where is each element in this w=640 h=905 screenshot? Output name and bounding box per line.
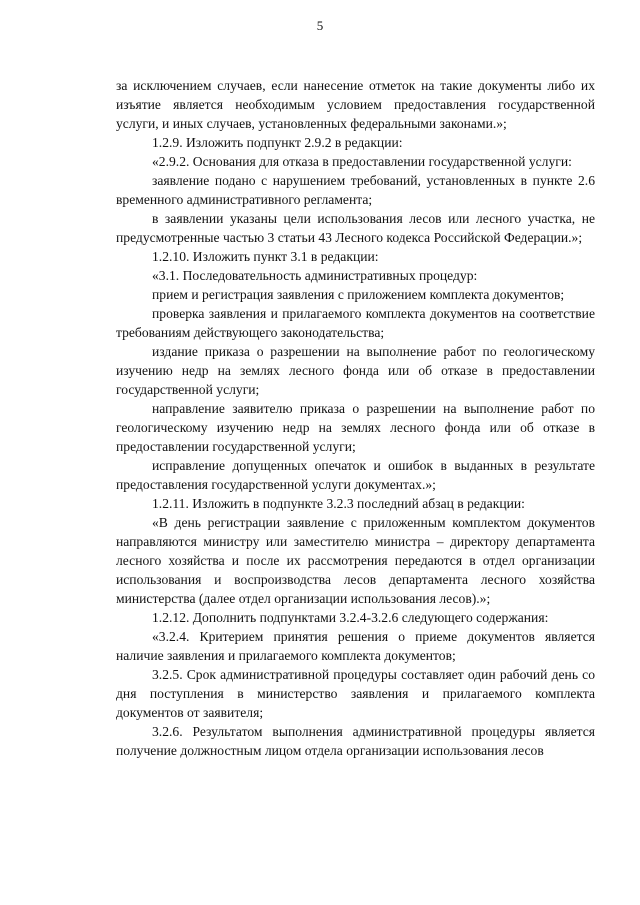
paragraph: «3.2.4. Критерием принятия решения о приеме документов является наличие заявления и прилагаемого комплекта документов; <box>116 629 595 663</box>
paragraph: исправление допущенных опечаток и ошибок в выданных в результате предоставления государственной услуги документах.»; <box>116 458 595 492</box>
paragraph: «2.9.2. Основания для отказа в предоставлении государственной услуги: <box>152 154 572 169</box>
paragraph: 1.2.9. Изложить подпункт 2.9.2 в редакции: <box>152 135 403 150</box>
document-body <box>116 76 595 760</box>
page-number: 5 <box>316 18 324 33</box>
paragraph: 3.2.5. Срок административной процедуры составляет один рабочий день со дня поступления в министерство заявления и прилагаемого комплекта документов от заявителя; <box>116 667 595 720</box>
paragraph: в заявлении указаны цели использования лесов или лесного участка, не предусмотренные частью 3 статьи 43 Лесного кодекса Российской Федерации.»; <box>116 211 595 245</box>
paragraph: «В день регистрации заявление с приложенным комплектом документов направляются министру или заместителю министра – директору департамента лесного хозяйства и после их рассмотрения передаются в отдел организации использования и воспроизводства лесов департамента лесного хозяйства министерства (далее отдел организации использования лесов).»; <box>116 515 595 606</box>
paragraph: проверка заявления и прилагаемого комплекта документов на соответствие требованиям действующего законодательства; <box>116 306 595 340</box>
paragraph: прием и регистрация заявления с приложением комплекта документов; <box>152 287 565 302</box>
paragraph: 1.2.11. Изложить в подпункте 3.2.3 последний абзац в редакции: <box>152 496 525 511</box>
paragraph: 1.2.12. Дополнить подпунктами 3.2.4-3.2.6 следующего содержания: <box>152 610 549 625</box>
paragraph: «3.1. Последовательность административных процедур: <box>152 268 478 283</box>
paragraph: направление заявителю приказа о разрешении на выполнение работ по геологическому изучению недр на землях лесного фонда или об отказе в предоставлении государственной услуги; <box>116 401 595 454</box>
paragraph: 1.2.10. Изложить пункт 3.1 в редакции: <box>152 249 379 264</box>
paragraph: 3.2.6. Результатом выполнения административной процедуры является получение должностным лицом отдела организации использования лесов <box>116 724 595 758</box>
paragraph: издание приказа о разрешении на выполнение работ по геологическому изучению недр на землях лесного фонда или об отказе в предоставлении государственной услуги; <box>116 344 595 397</box>
paragraph: за исключением случаев, если нанесение отметок на такие документы либо их изъятие является необходимым условием предоставления государственной услуги, и иных случаев, установленных федеральными законами.»; <box>116 78 595 131</box>
paragraph: заявление подано с нарушением требований, установленных в пункте 2.6 временного административного регламента; <box>116 173 595 207</box>
